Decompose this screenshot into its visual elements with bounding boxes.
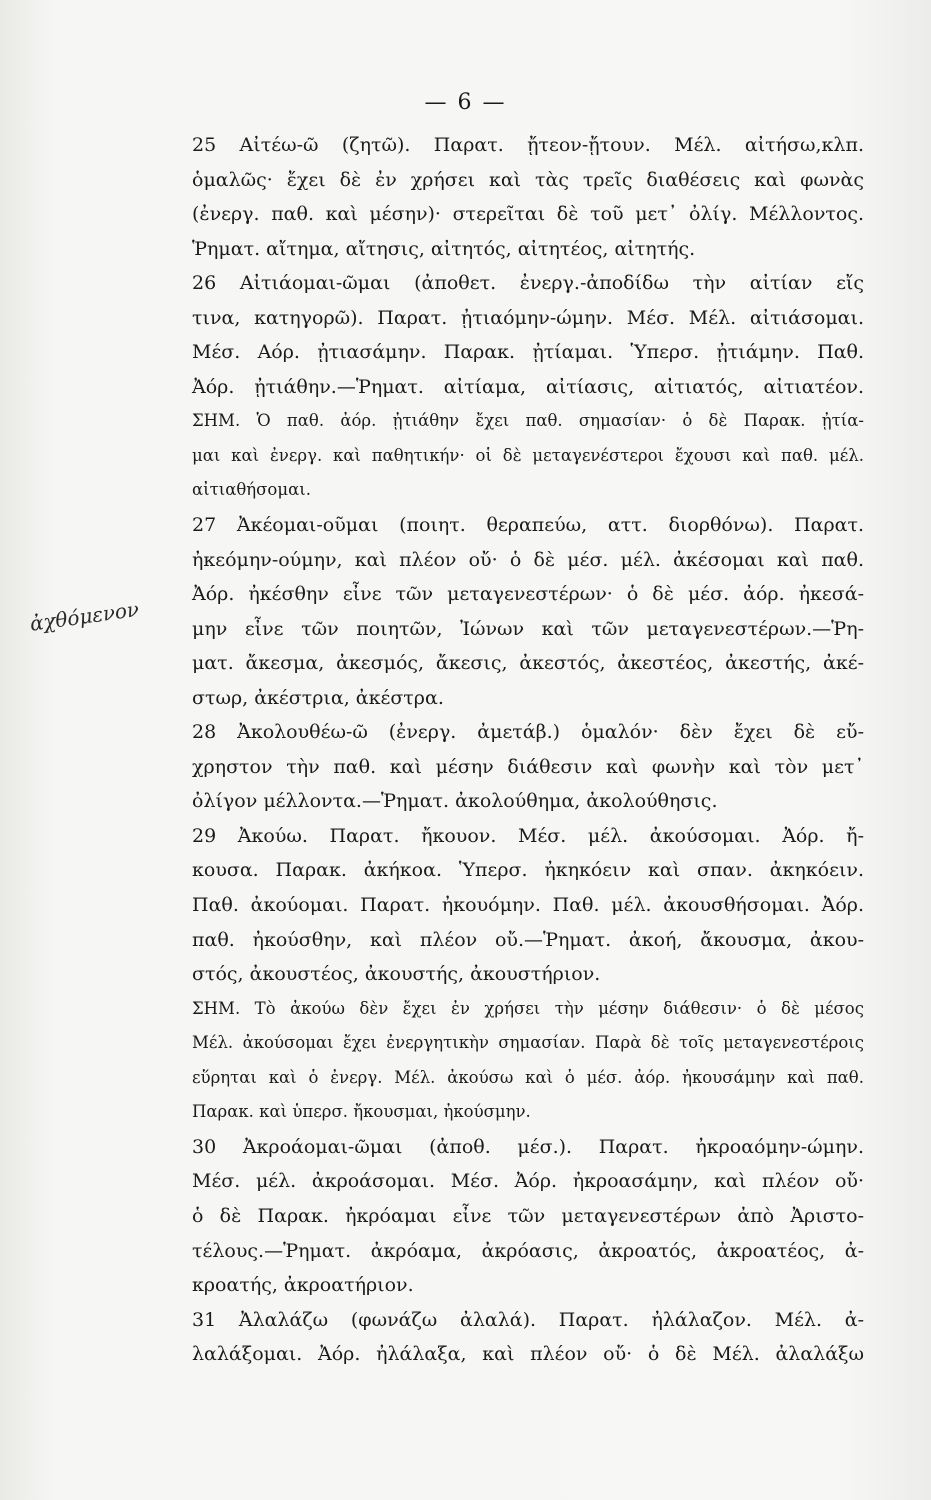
text-line: Ἀόρ. ᾐτιάθην.—Ῥηματ. αἰτίαμα, αἰτίασις, αἰτιατός, αἰτιατέον. <box>192 375 864 398</box>
text-line: 28 Ἀκολουθέω-ῶ (ἐνεργ. ἀμετάβ.) ὁμαλόν· δὲν ἔχει δὲ εὔ- <box>192 721 864 744</box>
text-line: μαι καὶ ἐνεργ. καὶ παθητικήν· οἱ δὲ μεταγενέστεροι ἔχουσι καὶ παθ. μέλ. <box>192 445 864 465</box>
text-line: μην εἶνε τῶν ποιητῶν, Ἰώνων καὶ τῶν μεταγενεστέρων.—Ῥη- <box>192 617 864 640</box>
text-line: ΣΗΜ. Ὁ παθ. ἀόρ. ᾐτιάθην ἔχει παθ. σημασίαν· ὁ δὲ Παρακ. ᾐτία- <box>192 411 864 431</box>
page-number: — 6 — <box>424 90 507 115</box>
text-line: ματ. ἄκεσμα, ἀκεσμός, ἄκεσις, ἀκεστός, ἀκεστέος, ἀκεστής, ἀκέ- <box>192 652 864 675</box>
text-line: 30 Ἀκροάομαι-ῶμαι (ἀποθ. μέσ.). Παρατ. ἠκροαόμην-ώμην. <box>192 1135 864 1158</box>
text-line: εὕρηται καὶ ὁ ἐνεργ. Μέλ. ἀκούσω καὶ ὁ μέσ. ἀόρ. ἠκουσάμην καὶ παθ. <box>192 1067 864 1087</box>
text-line: λαλάξομαι. Ἀόρ. ἠλάλαξα, καὶ πλέον οὔ· ὁ δὲ Μέλ. ἀλαλάξω <box>192 1343 864 1366</box>
text-line: ὁ δὲ Παρακ. ἠκρόαμαι εἶνε τῶν μεταγενεστέρων ἀπὸ Ἀριστο- <box>192 1204 864 1227</box>
text-line: κροατής, ἀκροατήριον. <box>192 1274 414 1297</box>
text-line: 31 Ἀλαλάζω (φωνάζω ἀλαλά). Παρατ. ἠλάλαζον. Μέλ. ἀ- <box>192 1308 864 1331</box>
text-line: ἠκεόμην-ούμην, καὶ πλέον οὔ· ὁ δὲ μέσ. μέλ. ἀκέσομαι καὶ παθ. <box>192 548 864 571</box>
handwritten-margin-note: ἀχθόμενον <box>28 596 141 636</box>
text-line: στός, ἀκουστέος, ἀκουστής, ἀκουστήριον. <box>192 963 601 986</box>
text-line: Μέλ. ἀκούσομαι ἔχει ἐνεργητικὴν σημασίαν. Παρὰ δὲ τοῖς μεταγενεστέροις <box>192 1033 864 1053</box>
text-line: παθ. ἠκούσθην, καὶ πλέον οὔ.—Ῥηματ. ἀκοή, ἄκουσμα, ἀκου- <box>192 928 864 951</box>
text-line: Μέσ. μέλ. ἀκροάσομαι. Μέσ. Ἀόρ. ἠκροασάμην, καὶ πλέον οὔ· <box>192 1170 864 1193</box>
text-line: τινα, κατηγορῶ). Παρατ. ᾐτιαόμην-ώμην. Μέσ. Μέλ. αἰτιάσομαι. <box>192 306 864 329</box>
text-line: (ἐνεργ. παθ. καὶ μέσην)· στερεῖται δὲ τοῦ μετ᾽ ὀλίγ. Μέλλοντος. <box>192 203 864 226</box>
text-line: Ῥηματ. αἴτημα, αἴτησις, αἰτητός, αἰτητέος, αἰτητής. <box>192 237 696 260</box>
text-line: Παθ. ἀκούομαι. Παρατ. ἠκουόμην. Παθ. μέλ. ἀκουσθήσομαι. Ἀόρ. <box>192 894 864 917</box>
text-line: χρηστον τὴν παθ. καὶ μέσην διάθεσιν καὶ φωνὴν καὶ τὸν μετ᾽ <box>192 755 864 778</box>
text-line: στωρ, ἀκέστρια, ἀκέστρα. <box>192 686 444 709</box>
text-line: Μέσ. Αόρ. ᾐτιασάμην. Παρακ. ᾐτίαμαι. Ὑπερσ. ᾐτιάμην. Παθ. <box>192 341 864 364</box>
text-line: ΣΗΜ. Τὸ ἀκούω δὲν ἔχει ἐν χρήσει τὴν μέσην διάθεσιν· ὁ δὲ μέσος <box>192 998 864 1018</box>
text-line: 25 Αἰτέω-ῶ (ζητῶ). Παρατ. ᾔτεον-ᾔτουν. Μέλ. αἰτήσω,κλπ. <box>192 134 864 156</box>
text-body <box>192 128 864 1372</box>
text-line: 27 Ἀκέομαι-οῦμαι (ποιητ. θεραπεύω, αττ. διορθόνω). Παρατ. <box>192 514 864 537</box>
text-line: Ἀόρ. ἠκέσθην εἶνε τῶν μεταγενεστέρων· ὁ δὲ μέσ. ἀόρ. ἠκεσά- <box>192 583 864 606</box>
text-line: 29 Ἀκούω. Παρατ. ἤκουον. Μέσ. μέλ. ἀκούσομαι. Ἀόρ. ἤ- <box>192 824 864 847</box>
text-line: Παρακ. καὶ ὑπερσ. ἤκουσμαι, ἠκούσμην. <box>192 1102 531 1122</box>
text-line: τέλους.—Ῥηματ. ἀκρόαμα, ἀκρόασις, ἀκροατός, ἀκροατέος, ἀ- <box>192 1239 864 1262</box>
text-line: αἰτιαθήσομαι. <box>192 480 311 500</box>
text-line: κουσα. Παρακ. ἀκήκοα. Ὑπερσ. ἠκηκόειν καὶ σπαν. ἀκηκόειν. <box>192 859 864 882</box>
text-line: ὀλίγον μέλλοντα.—Ῥηματ. ἀκολούθημα, ἀκολούθησις. <box>192 790 718 813</box>
text-line: ὁμαλῶς· ἔχει δὲ ἐν χρήσει καὶ τὰς τρεῖς διαθέσεις καὶ φωνὰς <box>192 168 864 191</box>
text-line: 26 Αἰτιάομαι-ῶμαι (ἀποθετ. ἐνεργ.-ἀποδίδω τὴν αἰτίαν εἴς <box>192 272 864 295</box>
